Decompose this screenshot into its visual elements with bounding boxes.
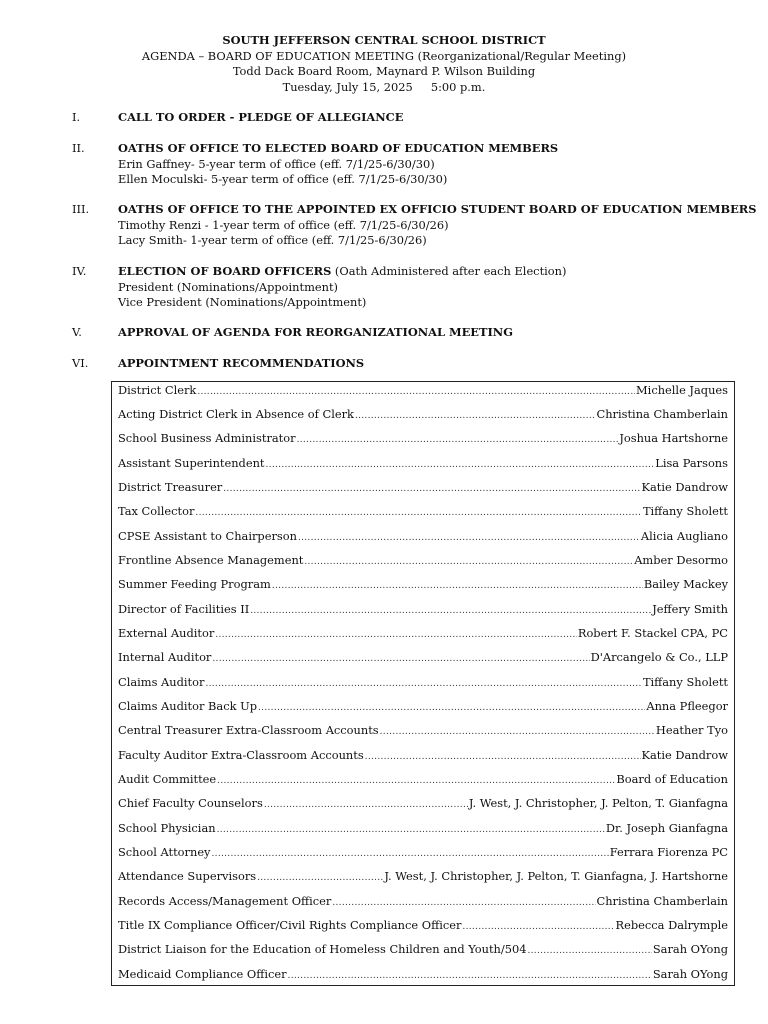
section-numeral: III. — [72, 202, 90, 216]
section-note: (Oath Administered after each Election) — [331, 264, 567, 278]
appointment-row — [118, 918, 728, 936]
position-label: Frontline Absence Management — [118, 553, 304, 567]
appointee-name: Ferrara Fiorenza PC — [609, 845, 728, 859]
section-line: Lacy Smith- 1-year term of office (eff. 7/1/25-6/30/26) — [118, 233, 427, 247]
appointee-name: Tiffany Sholett — [642, 504, 728, 518]
dot-leader — [215, 628, 577, 644]
position-label: CPSE Assistant to Chairperson — [118, 529, 297, 543]
position-label: District Liaison for the Education of Homeless Children and Youth/504 — [118, 942, 527, 956]
dot-leader — [223, 482, 640, 498]
position-label: Internal Auditor — [118, 650, 212, 664]
dot-leader — [355, 409, 596, 425]
dot-leader — [264, 798, 468, 814]
appointee-name: Robert F. Stackel CPA, PC — [577, 626, 728, 640]
appointment-row — [118, 772, 728, 790]
appointee-name: Lisa Parsons — [655, 456, 728, 470]
dot-leader — [304, 555, 633, 571]
position-label: School Attorney — [118, 845, 211, 859]
appointee-name: Bailey Mackey — [643, 577, 728, 591]
appointment-row — [118, 869, 728, 887]
appointment-row — [118, 602, 728, 620]
appointee-name: Katie Dandrow — [641, 480, 728, 494]
appointee-name: Anna Pfleegor — [646, 699, 728, 713]
dot-leader — [365, 750, 641, 766]
position-label: Title IX Compliance Officer/Civil Rights Compliance Officer — [118, 918, 462, 932]
dot-leader — [298, 531, 640, 547]
position-label: Claims Auditor Back Up — [118, 699, 258, 713]
appointee-name: Alicia Augliano — [640, 529, 728, 543]
position-label: Attendance Supervisors — [118, 869, 257, 883]
section-title: ELECTION OF BOARD OFFICERS — [118, 264, 332, 278]
section-title: CALL TO ORDER - PLEDGE OF ALLEGIANCE — [118, 110, 404, 124]
appointee-name: J. West, J. Christopher, J. Pelton, T. Gianfagna — [468, 796, 728, 810]
position-label: Summer Feeding Program — [118, 577, 271, 591]
appointee-name: Jeffery Smith — [652, 602, 728, 616]
appointment-row — [118, 480, 728, 498]
dot-leader — [332, 896, 595, 912]
section-numeral: II. — [72, 141, 85, 155]
dot-leader — [272, 579, 643, 595]
appointment-row — [118, 723, 728, 741]
appointment-row — [118, 407, 728, 425]
position-label: Records Access/Management Officer — [118, 894, 332, 908]
appointee-name: Sarah OYong — [652, 967, 728, 981]
appointment-row — [118, 796, 728, 814]
appointee-name: Michelle Jaques — [636, 383, 728, 397]
appointment-row — [118, 529, 728, 547]
appointee-name: Heather Tyo — [655, 723, 728, 737]
dot-leader — [257, 871, 383, 887]
section-numeral: IV. — [72, 264, 87, 278]
section-line: Timothy Renzi - 1-year term of office (eff. 7/1/25-6/30/26) — [118, 217, 449, 232]
appointee-name: Amber Desormo — [634, 553, 728, 567]
dot-leader — [288, 969, 652, 985]
appointment-row — [118, 942, 728, 960]
meeting-location: Todd Dack Board Room, Maynard P. Wilson Building — [232, 64, 536, 78]
dot-leader — [297, 433, 619, 449]
meeting-datetime: Tuesday, July 15, 2025 5:00 p.m. — [282, 79, 486, 94]
section-title: OATHS OF OFFICE TO ELECTED BOARD OF EDUCATION MEMBERS — [118, 141, 559, 155]
dot-leader — [258, 701, 645, 717]
position-label: Assistant Superintendent — [118, 456, 265, 470]
appointee-name: Katie Dandrow — [641, 748, 728, 762]
section-line: Erin Gaffney- 5-year term of office (eff. 7/1/25-6/30/30) — [118, 156, 435, 171]
appointment-row — [118, 894, 728, 912]
position-label: Faculty Auditor Extra-Classroom Accounts — [118, 748, 364, 762]
dot-leader — [217, 823, 605, 839]
section-numeral: V. — [72, 325, 82, 339]
position-label: Acting District Clerk in Absence of Clerk — [118, 407, 354, 421]
position-label: Director of Facilities II — [118, 602, 250, 616]
dot-leader — [250, 604, 651, 620]
meeting-title: AGENDA – BOARD OF EDUCATION MEETING (Reorganizational/Regular Meeting) — [141, 48, 627, 63]
appointment-row — [118, 821, 728, 839]
dot-leader — [462, 920, 614, 936]
section-title: APPROVAL OF AGENDA FOR REORGANIZATIONAL MEETING — [118, 325, 513, 339]
appointment-row — [118, 845, 728, 863]
position-label: Claims Auditor — [118, 675, 205, 689]
appointee-name: Board of Education — [616, 772, 728, 786]
appointment-row — [118, 748, 728, 766]
appointment-row — [118, 553, 728, 571]
appointee-name: Tiffany Sholett — [642, 675, 728, 689]
appointment-row — [118, 675, 728, 693]
section-title: APPOINTMENT RECOMMENDATIONS — [118, 356, 365, 370]
dot-leader — [212, 847, 609, 863]
appointee-name: Christina Chamberlain — [596, 407, 728, 421]
position-label: Medicaid Compliance Officer — [118, 967, 287, 981]
position-label: Central Treasurer Extra-Classroom Accounts — [118, 723, 379, 737]
dot-leader — [195, 506, 642, 522]
appointee-name: Christina Chamberlain — [596, 894, 728, 908]
district-name: SOUTH JEFFERSON CENTRAL SCHOOL DISTRICT — [222, 33, 546, 47]
appointee-name: Joshua Hartshorne — [619, 431, 728, 445]
dot-leader — [380, 725, 655, 741]
appointment-row — [118, 626, 728, 644]
appointment-row — [118, 577, 728, 595]
agenda-header — [0, 33, 768, 95]
position-label: District Clerk — [118, 383, 197, 397]
appointment-row — [118, 383, 728, 401]
section-numeral: VI. — [72, 356, 89, 370]
position-label: School Physician — [118, 821, 216, 835]
appointee-name: Rebecca Dalrymple — [615, 918, 728, 932]
appointee-name: Dr. Joseph Gianfagna — [605, 821, 728, 835]
position-label: School Business Administrator — [118, 431, 296, 445]
dot-leader — [197, 385, 635, 401]
dot-leader — [527, 944, 651, 960]
position-label: Chief Faculty Counselors — [118, 796, 263, 810]
appointee-name: D'Arcangelo & Co., LLP — [590, 650, 728, 664]
appointment-row — [118, 967, 728, 985]
section-line: Vice President (Nominations/Appointment) — [118, 295, 367, 309]
position-label: Audit Committee — [118, 772, 217, 786]
appointment-row — [118, 699, 728, 717]
dot-leader — [217, 774, 615, 790]
dot-leader — [212, 652, 589, 668]
appointee-name: Sarah OYong — [652, 942, 728, 956]
section-title: OATHS OF OFFICE TO THE APPOINTED EX OFFICIO STUDENT BOARD OF EDUCATION MEMBERS — [118, 202, 757, 216]
appointment-row — [118, 431, 728, 449]
appointee-name: J. West, J. Christopher, J. Pelton, T. Gianfagna, J. Hartshorne — [384, 869, 728, 883]
position-label: External Auditor — [118, 626, 215, 640]
position-label: Tax Collector — [118, 504, 195, 518]
appointment-row — [118, 456, 728, 474]
section-line: Ellen Moculski- 5-year term of office (eff. 7/1/25-6/30/30) — [118, 172, 448, 186]
section-numeral: I. — [72, 110, 81, 124]
appointments-table — [111, 381, 735, 986]
section-line: President (Nominations/Appointment) — [118, 279, 338, 294]
appointment-row — [118, 504, 728, 522]
appointment-row — [118, 650, 728, 668]
dot-leader — [205, 677, 642, 693]
position-label: District Treasurer — [118, 480, 223, 494]
dot-leader — [266, 458, 655, 474]
